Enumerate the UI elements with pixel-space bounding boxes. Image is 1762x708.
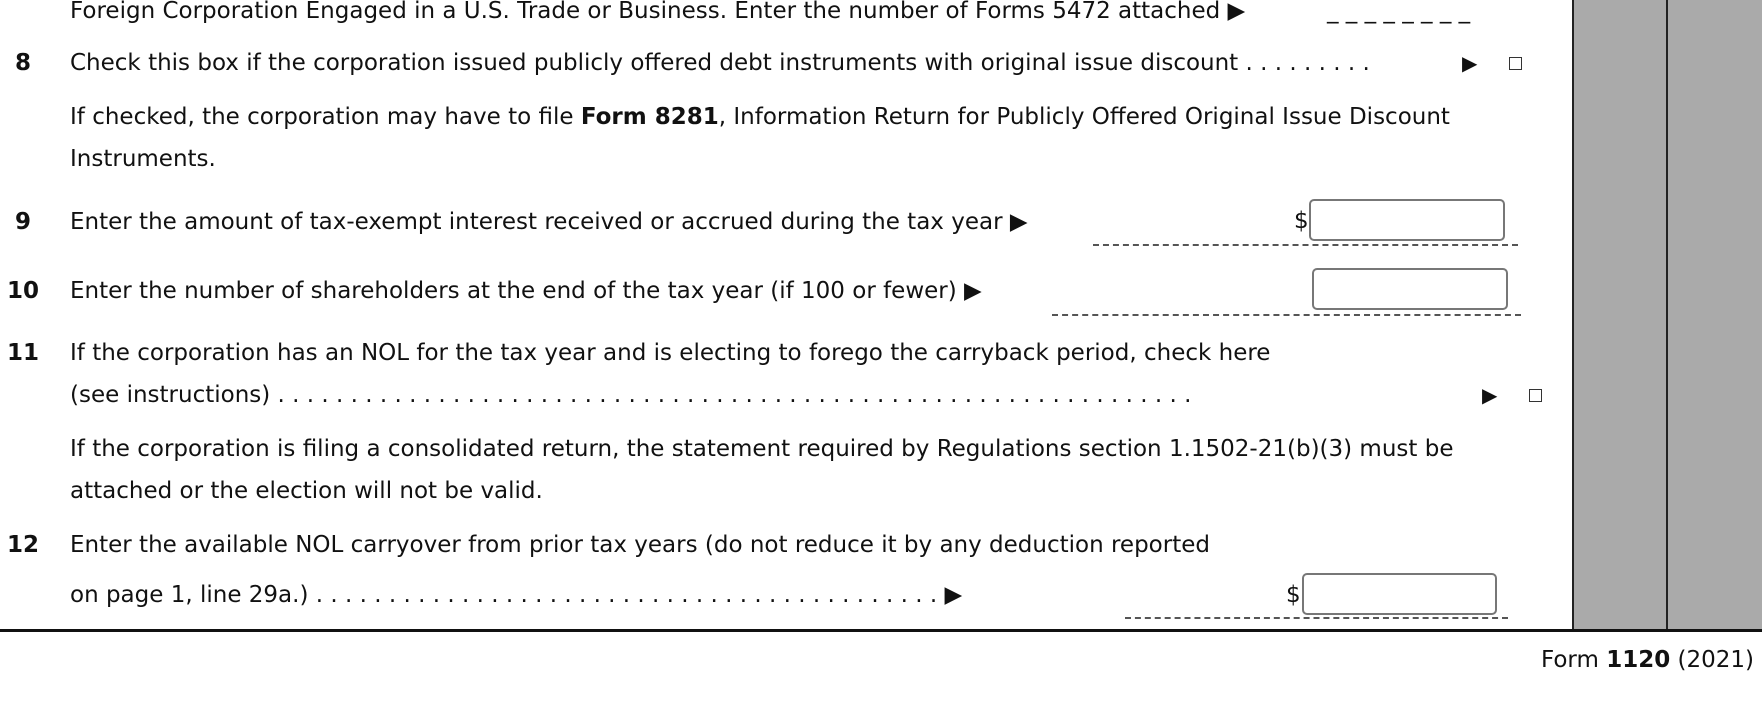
line-10-dashed-rule <box>1052 314 1521 316</box>
line-12-number: 12 <box>6 532 39 558</box>
line-11-nol-election-checkbox[interactable] <box>1529 389 1542 402</box>
line-9-text: Enter the amount of tax-exempt interest received or accrued during the tax year ▶ <box>70 209 1028 235</box>
line-9-number: 9 <box>14 209 31 235</box>
shaded-column-2 <box>1666 0 1762 631</box>
line-11-text-line-1: If the corporation has an NOL for the tax year and is electing to forego the carryback period, check here <box>70 340 1271 366</box>
form-footer-label: Form 1120 (2021) <box>1540 647 1754 673</box>
form-number: 1120 <box>1606 647 1671 673</box>
line-8-text: Check this box if the corporation issued publicly offered debt instruments with original issue discount . . . . . . . . . <box>70 50 1370 76</box>
line-12-text-line-2: on page 1, line 29a.) . . . . . . . . . . . . . . . . . . . . . . . . . . . . . . . . . . . . . . . . . . . ▶ <box>70 582 963 608</box>
line-11-number: 11 <box>6 340 39 366</box>
line-12-text-line-1: Enter the available NOL carryover from prior tax years (do not reduce it by any deduction reported <box>70 532 1210 558</box>
line-10-text: Enter the number of shareholders at the end of the tax year (if 100 or fewer) ▶ <box>70 278 982 304</box>
line-12-dashed-rule <box>1125 617 1508 619</box>
line-9-dollar-sign: $ <box>1294 208 1309 234</box>
form-8281-reference: Form 8281 <box>580 104 719 130</box>
line-10-shareholders-input[interactable] <box>1312 268 1508 310</box>
line-12-nol-carryover-input[interactable] <box>1302 573 1497 615</box>
line-8-number: 8 <box>14 50 31 76</box>
line-10-number: 10 <box>6 278 39 304</box>
line-11-arrow-icon: ▶ <box>1482 383 1498 407</box>
line-11-note-line-1: If the corporation is filing a consolidated return, the statement required by Regulations section 1.1502-21(b)(3) must be <box>70 436 1454 462</box>
line-7-forms-5472-count-blank[interactable]: _ _ _ _ _ _ _ _ <box>1327 0 1471 24</box>
line-7-text: Foreign Corporation Engaged in a U.S. Trade or Business. Enter the number of Forms 5472 attached ▶ <box>70 0 1246 24</box>
line-8-arrow-icon: ▶ <box>1462 51 1478 75</box>
line-8-oid-checkbox[interactable] <box>1509 57 1522 70</box>
line-8-note-line-2-text: Instruments. <box>70 146 216 172</box>
line-11-note-line-2: attached or the election will not be valid. <box>70 478 543 504</box>
line-11-text-line-2: (see instructions) . . . . . . . . . . . . . . . . . . . . . . . . . . . . . . . . . . . . . . . . . . . . . . . . . . . . . . . . . . . . . . . <box>70 382 1192 408</box>
line-12-dollar-sign: $ <box>1286 582 1301 608</box>
line-9-tax-exempt-interest-input[interactable] <box>1309 199 1505 241</box>
shaded-column-1 <box>1572 0 1668 631</box>
line-8-note-text: If checked, the corporation may have to file Form 8281, Information Return for Publicly Offered Original Issue Discount <box>70 104 1450 130</box>
form-bottom-rule <box>0 629 1762 632</box>
line-9-dashed-rule <box>1093 244 1518 246</box>
